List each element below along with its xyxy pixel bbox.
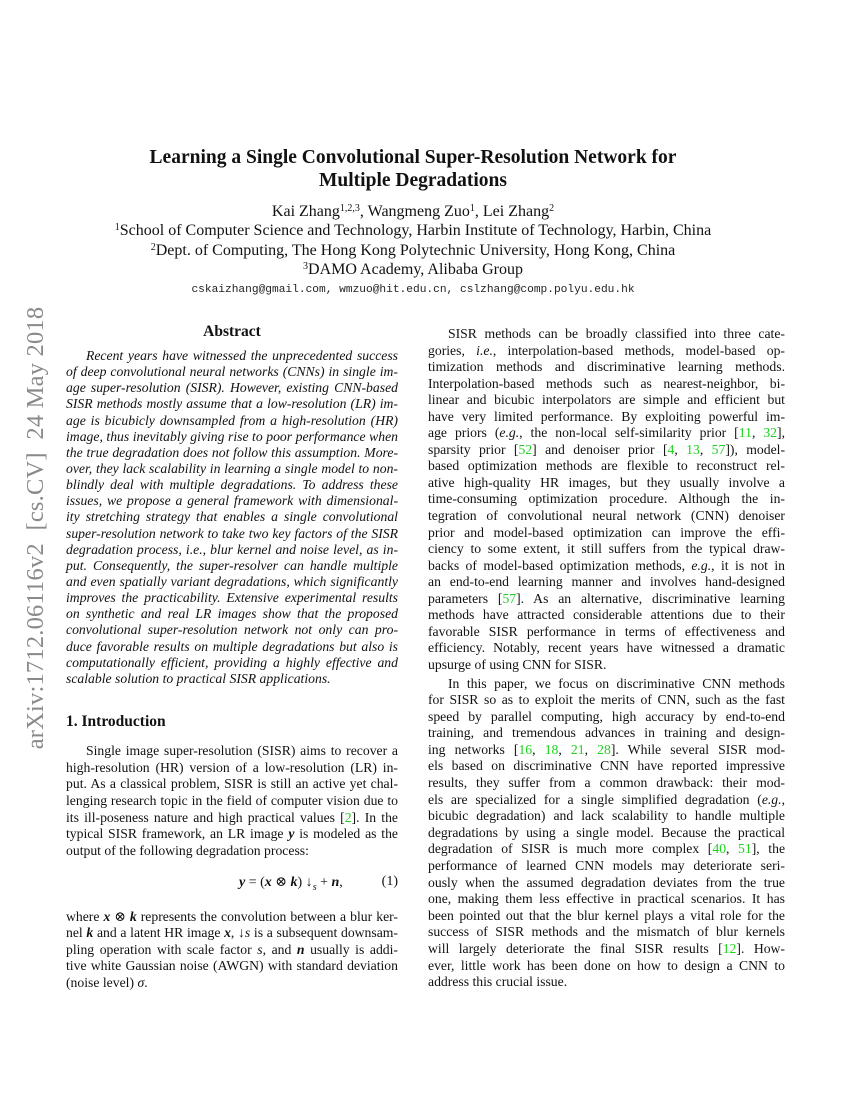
intro-paragraph-1 [66,743,398,860]
text-segment: is a subsequent downsam- [250,925,398,940]
text-line: convolutional super-resolution network not only can pro- [66,622,398,638]
citation-link[interactable]: 2 [344,809,352,825]
italic-text: i.e. [476,342,493,358]
text-line: linear and bicubic interpolators are simple and efficient but [428,392,785,408]
text-segment: is modeled as the [294,826,398,842]
text-line: speed by parallel computing, high accuracy by end-to-end [428,708,785,724]
text-line: improves the practicability. Extensive experimental results [66,590,398,606]
text-line: lenging research topic in the field of computer vision due to [66,793,398,809]
italic-text: e.g. [761,791,782,807]
text-line: Single image super-resolution (SISR) aims to recover a [86,743,398,758]
affil-text: School of Computer Science and Technology, Harbin Institute of Technology, Harbin, China [119,222,712,239]
text-line: ever, little work has been done on how to design a CNN to [428,957,785,973]
text-line: bicubic degradation) and lack scalability to handle multiple [428,808,785,824]
right-paragraph-1 [428,326,785,673]
italic-text: σ [137,974,145,990]
text-segment: represents the convolution between a blur ker- [136,908,398,924]
author-name: Wangmeng Zuo [367,203,470,220]
text-line: degradations by using a single model. Because the practical [428,824,785,840]
text-line: efficiency. Notably, recent years have witnessed a dramatic [428,640,785,656]
abstract-heading: Abstract [203,323,261,340]
text-segment: its ill-poseness nature and high practical values [ [66,809,345,825]
eq-y: y [239,875,246,890]
text-segment: , ↓ [230,925,245,940]
citation-link[interactable]: 32 [763,425,778,441]
introduction-heading: 1. Introduction [66,713,166,730]
italic-text: e.g. [691,557,712,573]
text-line: degradation process, i.e., blur kernel and noise level, as in- [66,541,398,557]
affiliation [0,241,826,261]
math-symbol: x [103,908,111,924]
text-line: and even spatially variant degradations, which significantly [66,573,398,589]
affil-text: DAMO Academy, Alibaba Group [308,261,523,278]
text-line: duce favorable results on multiple degradations but also is [66,638,398,654]
text-line [66,909,398,926]
text-line: scalable solution to practical SISR applications. [66,670,331,686]
text-segment: ]. How- [736,941,785,956]
citation-link[interactable]: 57 [502,590,517,606]
text-line: on synthetic and real LR images show that the proposed [66,606,398,622]
math-symbol: k [129,908,137,924]
author-name: Lei Zhang [482,203,550,220]
italic-text: s [244,925,251,940]
abstract-body [66,348,398,687]
text-line [66,925,398,942]
text-segment: , [674,441,687,457]
italic-text: e.g. [499,425,520,441]
text-line: the true degradation does not follow this assumption. More- [66,444,398,460]
text-segment: parameters [ [428,590,503,606]
text-segment: ing networks [ [428,741,519,757]
text-line [66,810,398,827]
paper-title-line-2: Multiple Degradations [319,170,507,191]
text-line [66,826,398,843]
authors: Kai Zhang$^{1,2,3}$, Wangmeng Zuo$^1$, Lei Zhang$^2$ [271,203,555,220]
text-line [66,942,398,959]
citation-link[interactable]: 57 [711,441,726,457]
text-segment: nel [66,925,87,940]
author-affil: 1 [469,203,475,214]
text-line: favorable SISR performance in terms of effectiveness and [428,623,785,639]
text-segment: , [781,791,785,807]
text-line: of deep convolutional neural networks (CNNs) in single im- [66,364,398,380]
text-line: upsurge of using CNN for SISR. [428,656,607,672]
paper-title-line-1: Learning a Single Convolutional Super-Resolution Network for [149,147,677,168]
text-line: age is bicubicly downsampled from a high-resolution (HR) [66,412,398,428]
text-line: over, they lack scalability in learning a single model to non- [66,460,398,476]
arxiv-stamp: arXiv:1712.06116v2 [cs.CV] 24 May 2018 [22,306,49,750]
text-line: ity stretching strategy that enables a single convolutional [66,509,398,525]
text-line [428,425,785,442]
text-segment: ], the [751,841,786,857]
text-segment: ], [777,425,785,441]
text-segment: age priors ( [428,425,500,441]
text-line: performance of learned CNN models may deteriorate seri- [428,858,785,874]
text-segment: where [66,908,104,924]
citation-link[interactable]: 51 [738,841,752,857]
eq-k: k [290,875,298,890]
author-affil: 2 [549,203,555,214]
text-segment: , [584,741,598,757]
text-segment: backs of model-based optimization methods, [428,557,692,573]
text-line: tive white Gaussian noise (AWGN) with standard deviation [66,958,398,973]
text-line: super-resolution network to take two key factors of the SISR [66,525,398,541]
text-segment: , it is not in [711,557,785,573]
eq-n: n [331,875,340,890]
author-name: Kai Zhang [271,203,340,220]
text-line: timization methods and discriminative learning methods. [428,359,785,375]
italic-text: s [257,941,263,957]
text-line: prior and model-based optimization can improve the effi- [428,524,785,540]
text-segment: ]. As an alternative, discriminative learning [516,590,785,606]
text-segment: degradation of SISR is much more complex [ [428,841,713,857]
equation-1 [66,874,398,892]
text-line [66,975,398,992]
text-line: issues, we propose a general framework with dimensional- [66,493,398,509]
citation-link[interactable]: 4 [667,441,675,457]
text-segment: , the non-local self-similarity prior [ [519,425,739,441]
author-affil: 1,2,3 [339,203,360,214]
text-line: an end-to-end learning manner and involves hand-designed [428,574,785,590]
eq-x: x [264,875,272,890]
equation-body [239,874,343,893]
citation-link[interactable]: 28 [597,741,611,757]
affil-number: 1 [114,222,120,233]
text-line [428,841,785,858]
text-segment: ⊗ [110,908,130,924]
eq-part: ⊗ [271,875,291,890]
eq-sub: s [312,881,317,893]
eq-part: = ( [245,875,265,890]
text-segment: , interpolation-based methods, model-based op- [492,342,785,358]
text-line: els based on discriminative CNN have reported impressive [428,758,785,774]
text-line: tegration of convolutional neural network (CNN) denoiser [428,508,785,524]
affil-text: Dept. of Computing, The Hong Kong Polytechnic University, Hong Kong, China [155,242,676,259]
text-line: ously when the assumed degradation deviates from the true [428,874,785,890]
citation-link[interactable]: 12 [722,941,737,956]
text-line [428,591,785,608]
affil-number: 2 [150,242,156,253]
text-line: results, they suffer from a common drawback: their mod- [428,775,785,791]
text-segment: ] and denoiser prior [ [532,441,668,457]
text-line: methods have attracted considerable attentions due to their [428,607,785,623]
text-line: address this crucial issue. [428,974,568,990]
citation-link[interactable]: 11 [738,425,752,441]
equation-number: (1) [381,874,398,889]
text-segment: ]), model- [725,441,786,457]
text-line: image, thus inevitably giving rise to poor performance when [66,428,398,444]
citation-link[interactable]: 21 [570,741,585,757]
text-line: ciency to some extent, it still suffers from the typical draw- [428,541,785,557]
text-line: Recent years have witnessed the unprecedented success [86,348,398,363]
citation-link[interactable]: 52 [518,441,533,457]
citation-link[interactable]: 40 [712,841,727,857]
text-line: In this paper, we focus on discriminative CNN methods [448,675,785,691]
text-segment: , [751,425,764,441]
text-line [428,742,785,759]
text-line [428,343,785,360]
text-line: ative high-quality HR images, but they usually involve a [428,474,785,490]
text-line: one, making them less effective in practical scenarios. It has [428,891,785,907]
citation-link[interactable]: 18 [544,741,559,757]
math-symbol: x [224,925,231,940]
math-symbol: y [288,826,295,842]
text-line: put. As a classical problem, SISR is still an active yet chal- [66,776,398,792]
text-segment: , [726,841,739,857]
text-segment: els are specialized for a single simplified degradation ( [428,791,762,807]
text-line: output of the following degradation process: [66,843,309,859]
text-segment: ]. While several SISR mod- [610,741,786,757]
text-segment: . [144,974,148,990]
citation-link[interactable]: 16 [518,741,533,757]
affiliation [0,260,826,280]
affiliation [0,221,826,241]
eq-part: , [339,875,343,890]
text-segment: gories, [428,342,477,358]
text-line: SISR methods can be broadly classified into three cate- [448,326,785,341]
author-emails: cskaizhang@gmail.com, wmzuo@hit.edu.cn, cslzhang@comp.polyu.edu.hk [191,284,635,296]
math-symbol: n [296,941,305,957]
text-line: SISR methods mostly assume that a low-resolution (LR) im- [66,396,398,412]
citation-link[interactable]: 13 [686,441,700,457]
text-line [428,442,785,459]
text-line: Interpolation-based methods such as nearest-neighbor, bi- [428,375,785,391]
text-line: for SISR so as to exploit the merits of CNN, such as the fast [428,692,785,708]
text-line [428,792,785,809]
text-line: success of SISR methods and the mismatch of blur kernels [428,924,785,940]
text-segment: and a latent HR image [93,925,225,940]
text-line: been pointed out that the blur kernel plays a vital role for the [428,907,785,923]
text-segment: pling operation with scale factor [66,941,258,957]
text-line: blindly deal with multiple degradations. To address these [66,477,398,493]
eq-part: + [316,875,332,890]
text-segment: , [558,741,571,757]
text-segment: , and [262,941,297,957]
intro-paragraph-2 [66,909,398,992]
text-segment: typical SISR framework, an LR image [66,826,289,842]
affil-number: 3 [303,261,309,272]
math-symbol: k [86,925,94,940]
text-segment: ]. In the [351,809,398,825]
text-segment: sparsity prior [ [428,441,519,457]
right-paragraph-2 [428,676,785,991]
text-line: time-consuming optimization procedure. Although the in- [428,491,785,507]
text-segment: (noise level) [66,974,138,990]
text-line [428,941,785,958]
eq-part: ) ↓ [297,875,313,890]
text-line: put. Consequently, the super-resolver can handle multiple [66,557,398,573]
text-line: computationally efficient, providing a highly effective and [66,654,398,670]
text-line: age super-resolution (SISR). However, existing CNN-based [66,380,398,396]
text-segment: , [699,441,712,457]
text-line: have very limited performance. By exploiting powerful im- [428,408,785,424]
text-line: training, and tremendous advances in training and design- [428,725,785,741]
text-segment: , [532,741,545,757]
text-segment: will largely deteriorate the final SISR results [ [428,941,723,956]
text-line: high-resolution (HR) version of a low-resolution (LR) in- [66,759,398,775]
text-line: based optimization methods are flexible to reconstruct rel- [428,458,785,474]
text-line [428,558,785,575]
text-segment: usually is addi- [304,941,398,957]
